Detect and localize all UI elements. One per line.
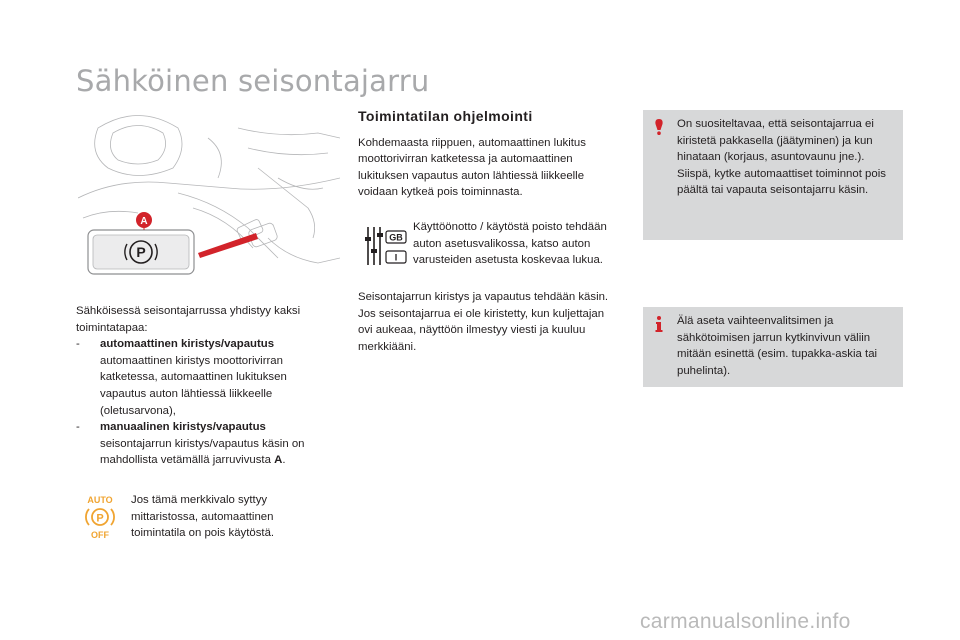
mode-item-auto: [76, 336, 328, 419]
svg-text:I: I: [394, 252, 398, 263]
intro-text-block: [76, 303, 328, 469]
info-box-text: Älä aseta vaihteenvalitsimen ja sähkötoimisen jarrun kytkinvivun väliin mitään esinettä (esim. tupakka-askia tai puhelinta).: [677, 315, 878, 377]
svg-text:GB: GB: [389, 232, 403, 243]
section-title: Toimintatilan ohjelmointi: [358, 108, 533, 124]
auto-off-warning-light-icon: [82, 494, 118, 540]
info-box: [643, 307, 903, 387]
section-paragraph-2: Seisontajarrun kiristys ja vapautus tehdään käsin. Jos seisontajarrua ei ole kiristetty, kun kuljettajan ovi aukeaa, näyttöön ilmestyy viesti ja kuuluu merkkiääni.: [358, 291, 609, 353]
programming-section: [358, 108, 620, 201]
warning-box-text: On suositeltavaa, että seisontajarrua ei kiristetä pakkasella (jäätyminen) ja kun hinataan (korjaus, asuntovaunu jne.). Siispä, kytke automaattiset toiminnot pois päältä tai vapauta seisontajarru käsin.: [677, 118, 886, 197]
callout-label: A: [140, 216, 148, 227]
manual-operation-text: [358, 289, 620, 355]
settings-sliders-icon: [364, 225, 408, 267]
settings-menu-note-text: Käyttöönotto / käytöstä poisto tehdään auton asetusvalikossa, katso auton varusteiden asetusta koskevaa lukua.: [413, 221, 607, 267]
svg-text:AUTO: AUTO: [87, 495, 113, 505]
intro-paragraph: Sähköisessä seisontajarrussa yhdistyy kaksi toimintatapaa:: [76, 305, 301, 334]
parking-brake-illustration: [78, 108, 340, 288]
watermark: carmanualsonline.info: [640, 610, 851, 633]
svg-text:OFF: OFF: [91, 530, 109, 540]
mode-title: manuaalinen kiristys/vapautus: [100, 421, 266, 434]
mode-description: seisontajarrun kiristys/vapautus käsin on mahdollista vetämällä jarruvivusta A.: [100, 437, 305, 467]
svg-text:P: P: [96, 512, 104, 525]
page-title: Sähköinen seisontajarru: [76, 64, 430, 98]
list-dash: -: [76, 338, 80, 351]
auto-off-warning-text: Jos tämä merkkivalo syttyy mittaristossa, automaattinen toimintatila on pois käytöstä.: [131, 494, 275, 540]
lever-reference: A: [274, 454, 283, 467]
list-dash: -: [76, 421, 80, 434]
section-paragraph-1: Kohdemaasta riippuen, automaattinen lukitus moottorivirran katketessa ja automaattinen lukituksen vapautus auton lähtiessä liikkeelle voidaan kytkeä pois toiminnasta.: [358, 136, 586, 199]
auto-off-warning: [82, 492, 332, 544]
settings-menu-note: [358, 219, 623, 285]
exclamation-icon: [650, 118, 668, 136]
mode-title: automaattinen kiristys/vapautus: [100, 338, 275, 351]
svg-text:P: P: [136, 244, 146, 260]
mode-description: automaattinen kiristys moottorivirran katketessa, automaattinen lukituksen vapautus auton lähtiessä liikkeelle (oletusarvona),: [100, 354, 287, 417]
info-icon: [650, 315, 668, 333]
warning-box: [643, 110, 903, 240]
mode-item-manual: [76, 419, 328, 469]
